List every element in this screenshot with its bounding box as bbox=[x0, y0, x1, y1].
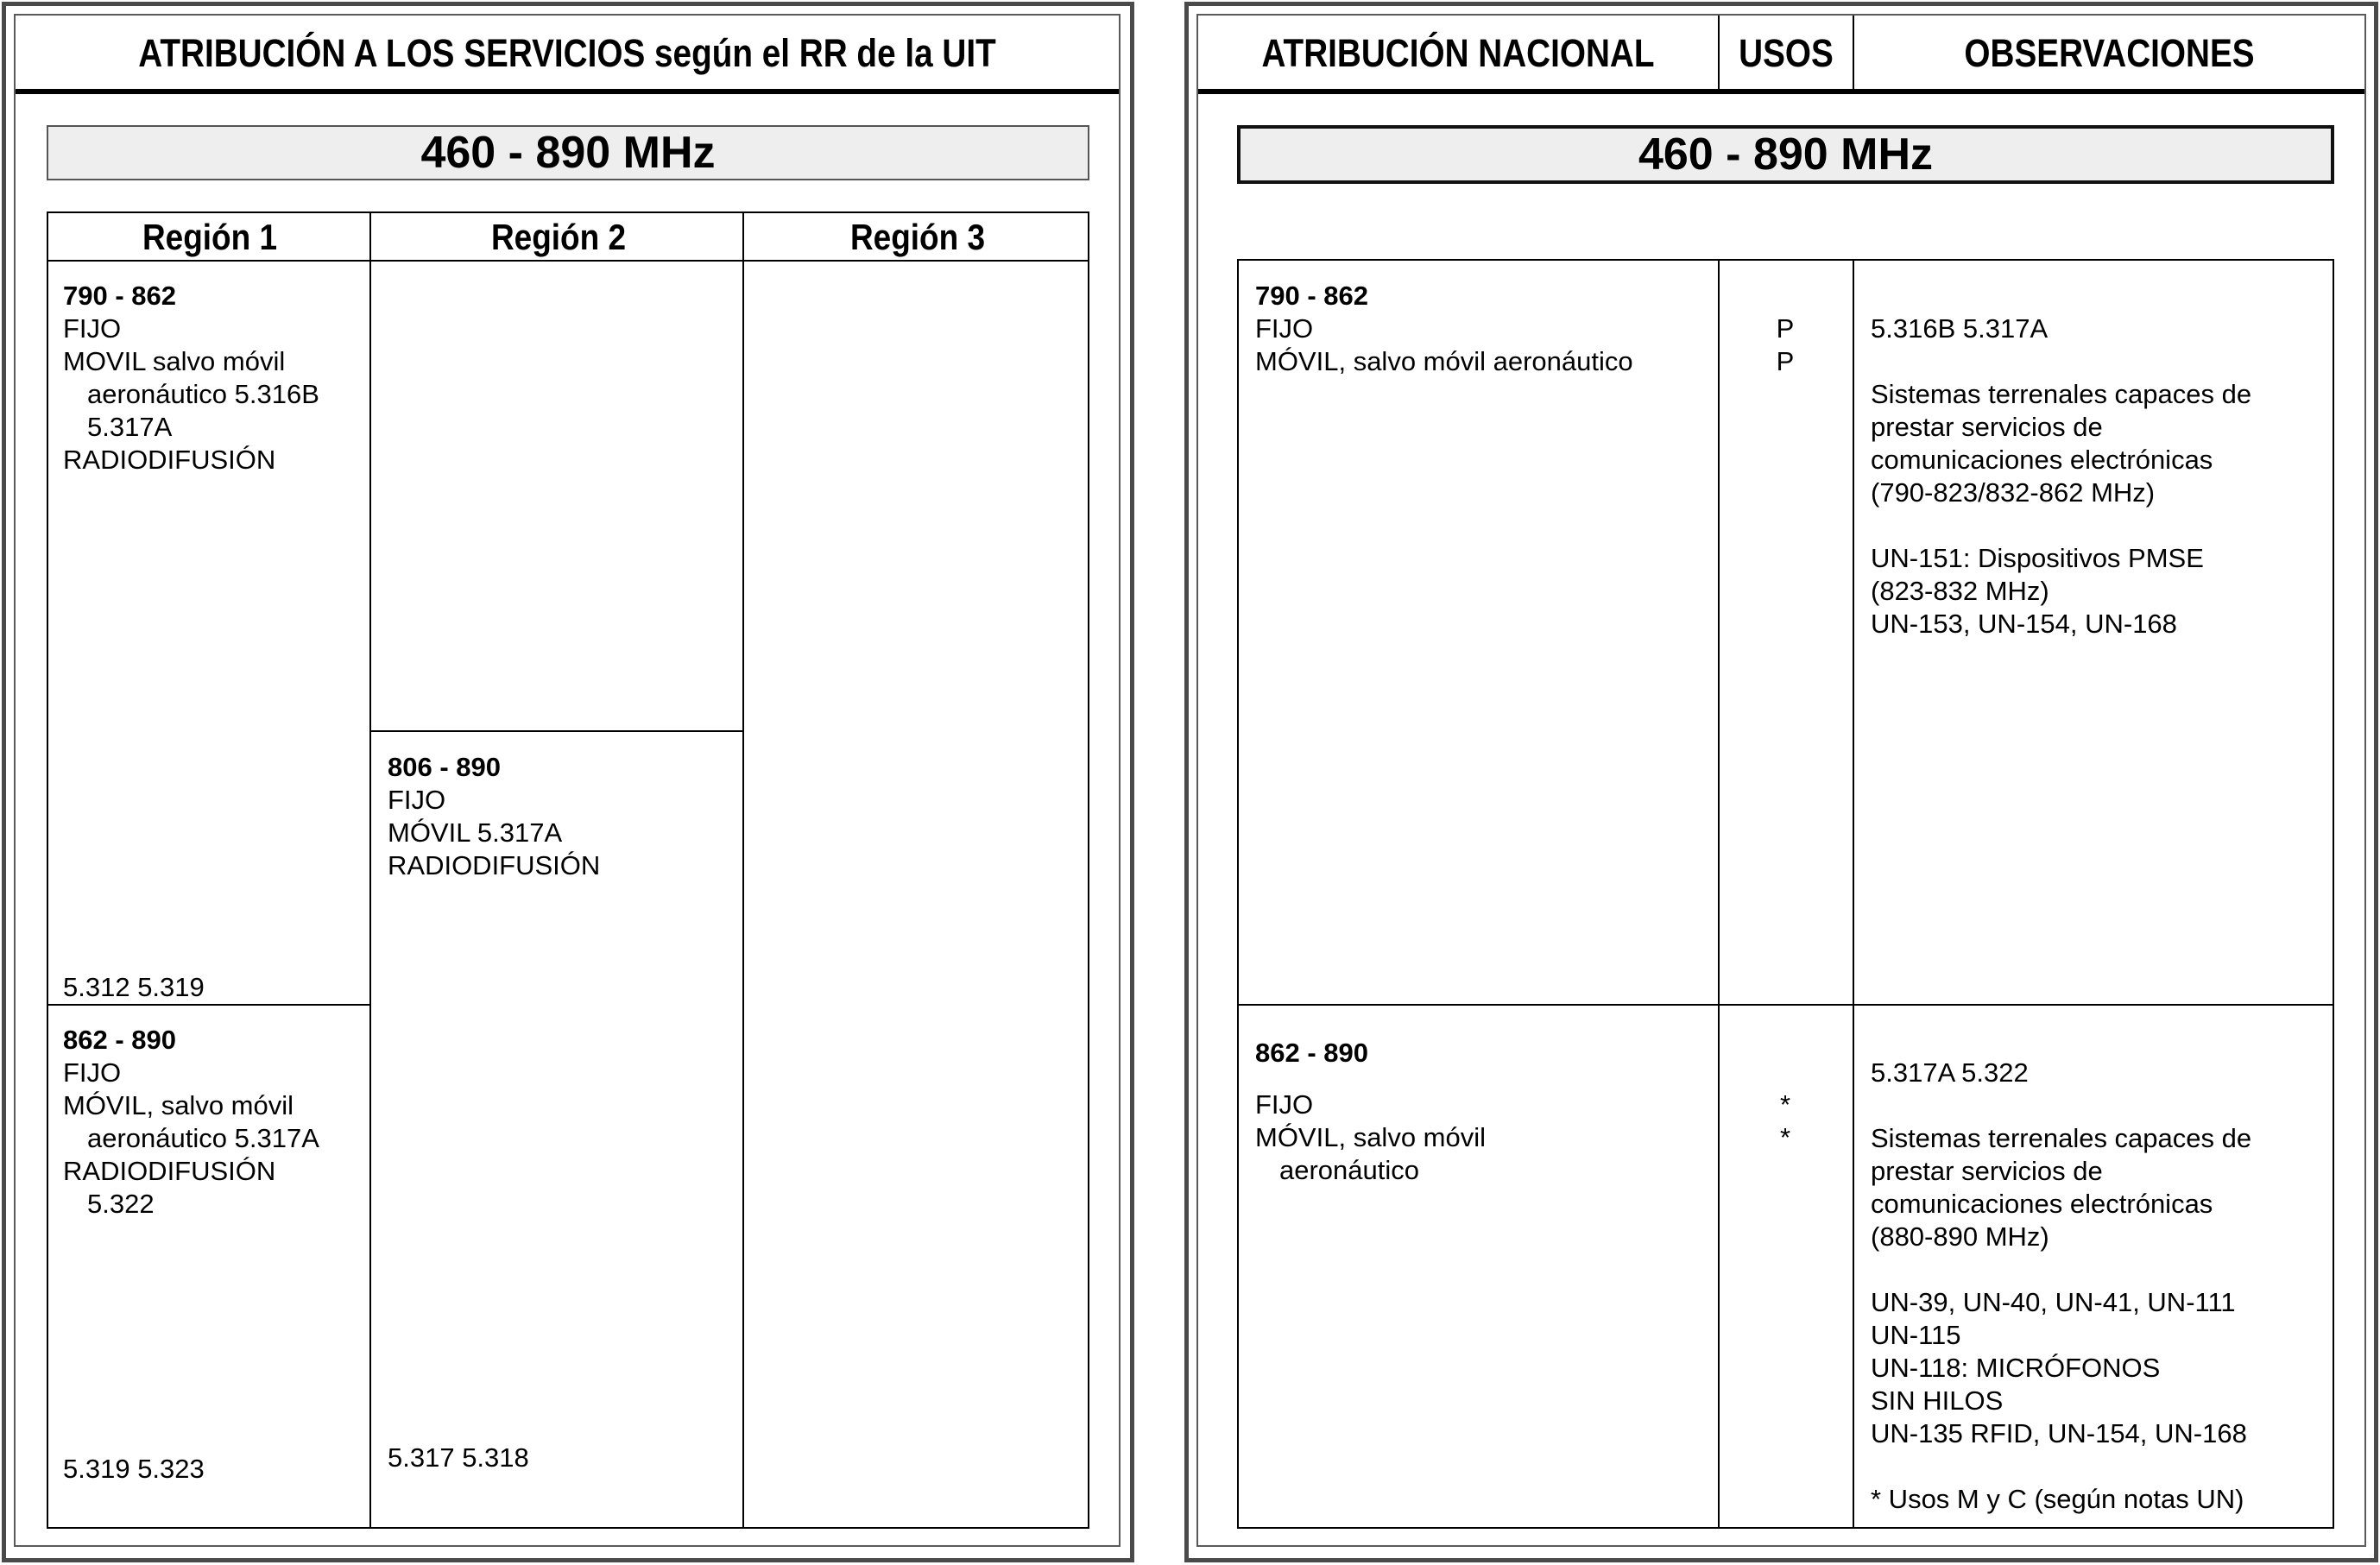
r1-top-service: 5.317A bbox=[87, 412, 173, 442]
r1-bottom-service: FIJO bbox=[63, 1057, 122, 1088]
national-row1-uso: P bbox=[1776, 313, 1795, 344]
national-row1-range: 790 - 862 bbox=[1255, 281, 1368, 311]
national-divider-1 bbox=[1718, 259, 1720, 1529]
obs-line: (880-890 MHz) bbox=[1871, 1221, 2049, 1252]
region-header-divider bbox=[47, 260, 1089, 262]
obs-line: (823-832 MHz) bbox=[1871, 576, 2049, 606]
national-row1-observaciones bbox=[1871, 312, 2251, 641]
obs-line: SIN HILOS bbox=[1871, 1385, 2004, 1416]
right-band-title: 460 - 890 MHz bbox=[1237, 125, 2334, 184]
r1-top-service: MOVIL salvo móvil bbox=[63, 346, 286, 376]
r1-top-service: FIJO bbox=[63, 313, 122, 344]
obs-line: 5.316B 5.317A bbox=[1871, 313, 2049, 344]
region-1-header: Región 1 bbox=[142, 217, 278, 257]
national-row1-uso: P bbox=[1776, 346, 1795, 376]
r2-service: RADIODIFUSIÓN bbox=[388, 850, 601, 880]
r1-top-service: aeronáutico 5.316B bbox=[87, 379, 319, 409]
r2-row-divider bbox=[369, 730, 744, 732]
region-2-header: Región 2 bbox=[490, 217, 627, 257]
obs-line bbox=[1871, 1089, 2251, 1122]
r2-range: 806 - 890 bbox=[388, 752, 501, 782]
region-divider-1 bbox=[369, 211, 371, 1529]
r1-bottom-footnote: 5.319 5.323 bbox=[63, 1454, 205, 1484]
obs-line: prestar servicios de bbox=[1871, 1156, 2103, 1186]
national-row2-service: MÓVIL, salvo móvil bbox=[1255, 1122, 1487, 1152]
national-row2-range: 862 - 890 bbox=[1255, 1038, 1368, 1068]
obs-line: * Usos M y C (según notas UN) bbox=[1871, 1484, 2244, 1514]
r2-service: FIJO bbox=[388, 785, 446, 815]
national-row-divider bbox=[1237, 1004, 2334, 1006]
national-divider-2 bbox=[1853, 259, 1854, 1529]
obs-line: 5.317A 5.322 bbox=[1871, 1057, 2029, 1088]
national-row2-range-cell bbox=[1255, 1037, 1368, 1070]
obs-line: UN-135 RFID, UN-154, UN-168 bbox=[1871, 1418, 2247, 1448]
obs-line bbox=[1871, 1253, 2251, 1286]
obs-line: prestar servicios de bbox=[1871, 412, 2103, 442]
obs-line: (790-823/832-862 MHz) bbox=[1871, 477, 2156, 508]
national-row2-uso: * bbox=[1779, 1122, 1791, 1152]
national-row1-service: MÓVIL, salvo móvil aeronáutico bbox=[1255, 346, 1633, 376]
r1-top-footnote: 5.312 5.319 bbox=[63, 972, 205, 1002]
r1-row-divider bbox=[47, 1004, 371, 1006]
obs-line: Sistemas terrenales capaces de bbox=[1871, 1123, 2252, 1153]
national-row2-service: FIJO bbox=[1255, 1089, 1314, 1120]
obs-line: UN-151: Dispositivos PMSE bbox=[1871, 543, 2204, 573]
national-row2-services bbox=[1255, 1089, 1486, 1187]
r1-bottom-service: aeronáutico 5.317A bbox=[87, 1123, 319, 1153]
r2-cell bbox=[388, 751, 600, 882]
r1-bottom-cell bbox=[63, 1024, 319, 1221]
obs-line: UN-153, UN-154, UN-168 bbox=[1871, 609, 2177, 639]
obs-line: UN-39, UN-40, UN-41, UN-111 bbox=[1871, 1287, 2236, 1317]
r2-footnote: 5.317 5.318 bbox=[388, 1442, 529, 1473]
obs-line: comunicaciones electrónicas bbox=[1871, 1189, 2213, 1219]
header-observaciones: OBSERVACIONES bbox=[1964, 31, 2255, 75]
obs-line bbox=[1871, 1450, 2251, 1483]
left-header-rule bbox=[16, 89, 1119, 94]
r2-service: MÓVIL 5.317A bbox=[388, 817, 563, 848]
r1-bottom-range: 862 - 890 bbox=[63, 1025, 176, 1055]
region-divider-2 bbox=[742, 211, 744, 1529]
r1-bottom-service: RADIODIFUSIÓN bbox=[63, 1156, 276, 1186]
national-row2-uso: * bbox=[1779, 1089, 1791, 1120]
obs-line bbox=[1871, 345, 2251, 378]
r1-top-range: 790 - 862 bbox=[63, 281, 176, 311]
obs-line: UN-115 bbox=[1871, 1320, 1961, 1350]
right-header-rule bbox=[1198, 89, 2364, 94]
header-usos: USOS bbox=[1739, 31, 1834, 75]
r1-bottom-service: MÓVIL, salvo móvil bbox=[63, 1090, 294, 1120]
header-divider-2 bbox=[1853, 16, 1854, 92]
r1-top-service: RADIODIFUSIÓN bbox=[63, 445, 276, 475]
national-row2-service: aeronáutico bbox=[1279, 1155, 1420, 1185]
obs-line: Sistemas terrenales capaces de bbox=[1871, 379, 2252, 409]
r1-bottom-service: 5.322 bbox=[87, 1189, 155, 1219]
obs-line: UN-118: MICRÓFONOS bbox=[1871, 1353, 2161, 1383]
header-divider-1 bbox=[1718, 16, 1720, 92]
national-row2-observaciones bbox=[1871, 1057, 2251, 1516]
obs-line: comunicaciones electrónicas bbox=[1871, 445, 2213, 475]
obs-line bbox=[1871, 509, 2251, 542]
region-3-header: Región 3 bbox=[849, 217, 986, 257]
left-header-title: ATRIBUCIÓN A LOS SERVICIOS según el RR de la UIT bbox=[138, 31, 996, 75]
national-row1-services bbox=[1255, 280, 1633, 378]
header-atribucion-nacional: ATRIBUCIÓN NACIONAL bbox=[1261, 31, 1655, 75]
r1-top-cell bbox=[63, 280, 319, 476]
left-band-title: 460 - 890 MHz bbox=[47, 125, 1089, 180]
national-row1-service: FIJO bbox=[1255, 313, 1314, 344]
